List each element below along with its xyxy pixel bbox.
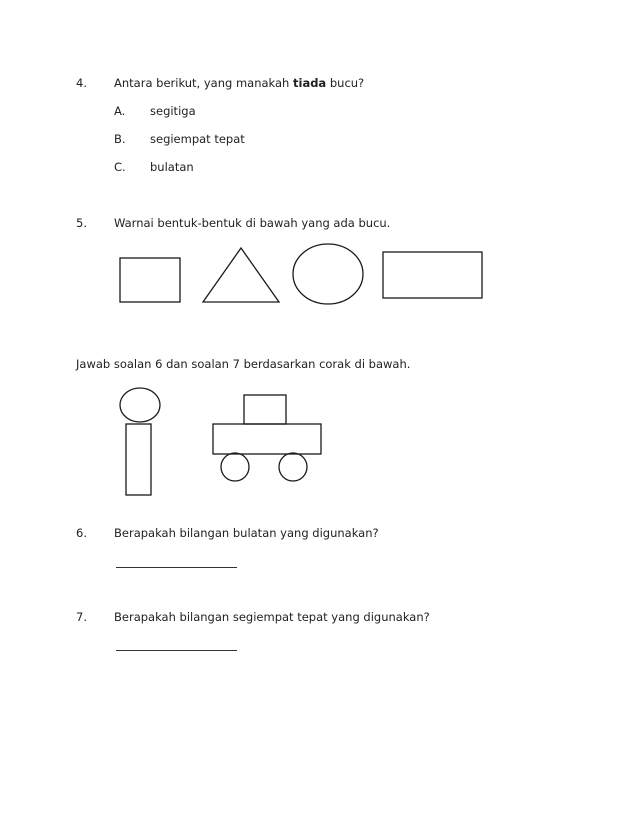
instruction-text: Jawab soalan 6 dan soalan 7 berdasarkan corak di bawah. [76, 357, 411, 371]
pattern-car-left-wheel [221, 453, 249, 481]
q4-number: 4. [76, 76, 87, 90]
q5-question: Warnai bentuk-bentuk di bawah yang ada bucu. [114, 216, 391, 230]
q7-number: 7. [76, 610, 87, 624]
q4-option-b-text: segiempat tepat [150, 132, 245, 146]
q7-question: Berapakah bilangan segiempat tepat yang digunakan? [114, 610, 430, 624]
q4-text-after: bucu? [326, 76, 365, 90]
pattern-car-right-wheel [279, 453, 307, 481]
pattern-head-circle [120, 388, 160, 422]
q5-small-rectangle [120, 258, 180, 302]
q4-option-a-letter: A. [114, 104, 126, 118]
q4-option-b-letter: B. [114, 132, 126, 146]
q6-answer-line[interactable] [116, 567, 237, 568]
q4-text-bold: tiada [293, 76, 327, 90]
q4-option-c-text: bulatan [150, 160, 194, 174]
pattern-car-body-rectangle [213, 424, 321, 454]
q5-triangle [203, 248, 279, 302]
pattern-body-rectangle [126, 424, 151, 495]
q5-number: 5. [76, 216, 87, 230]
q4-option-c-letter: C. [114, 160, 126, 174]
q4-text-before: Antara berikut, yang manakah [114, 76, 293, 90]
q6-question: Berapakah bilangan bulatan yang digunakan? [114, 526, 379, 540]
pattern-car-top-rectangle [244, 395, 286, 424]
q6-number: 6. [76, 526, 87, 540]
q4-option-a-text: segitiga [150, 104, 196, 118]
q5-wide-rectangle [383, 252, 482, 298]
q5-circle [293, 244, 363, 304]
q7-answer-line[interactable] [116, 650, 237, 651]
